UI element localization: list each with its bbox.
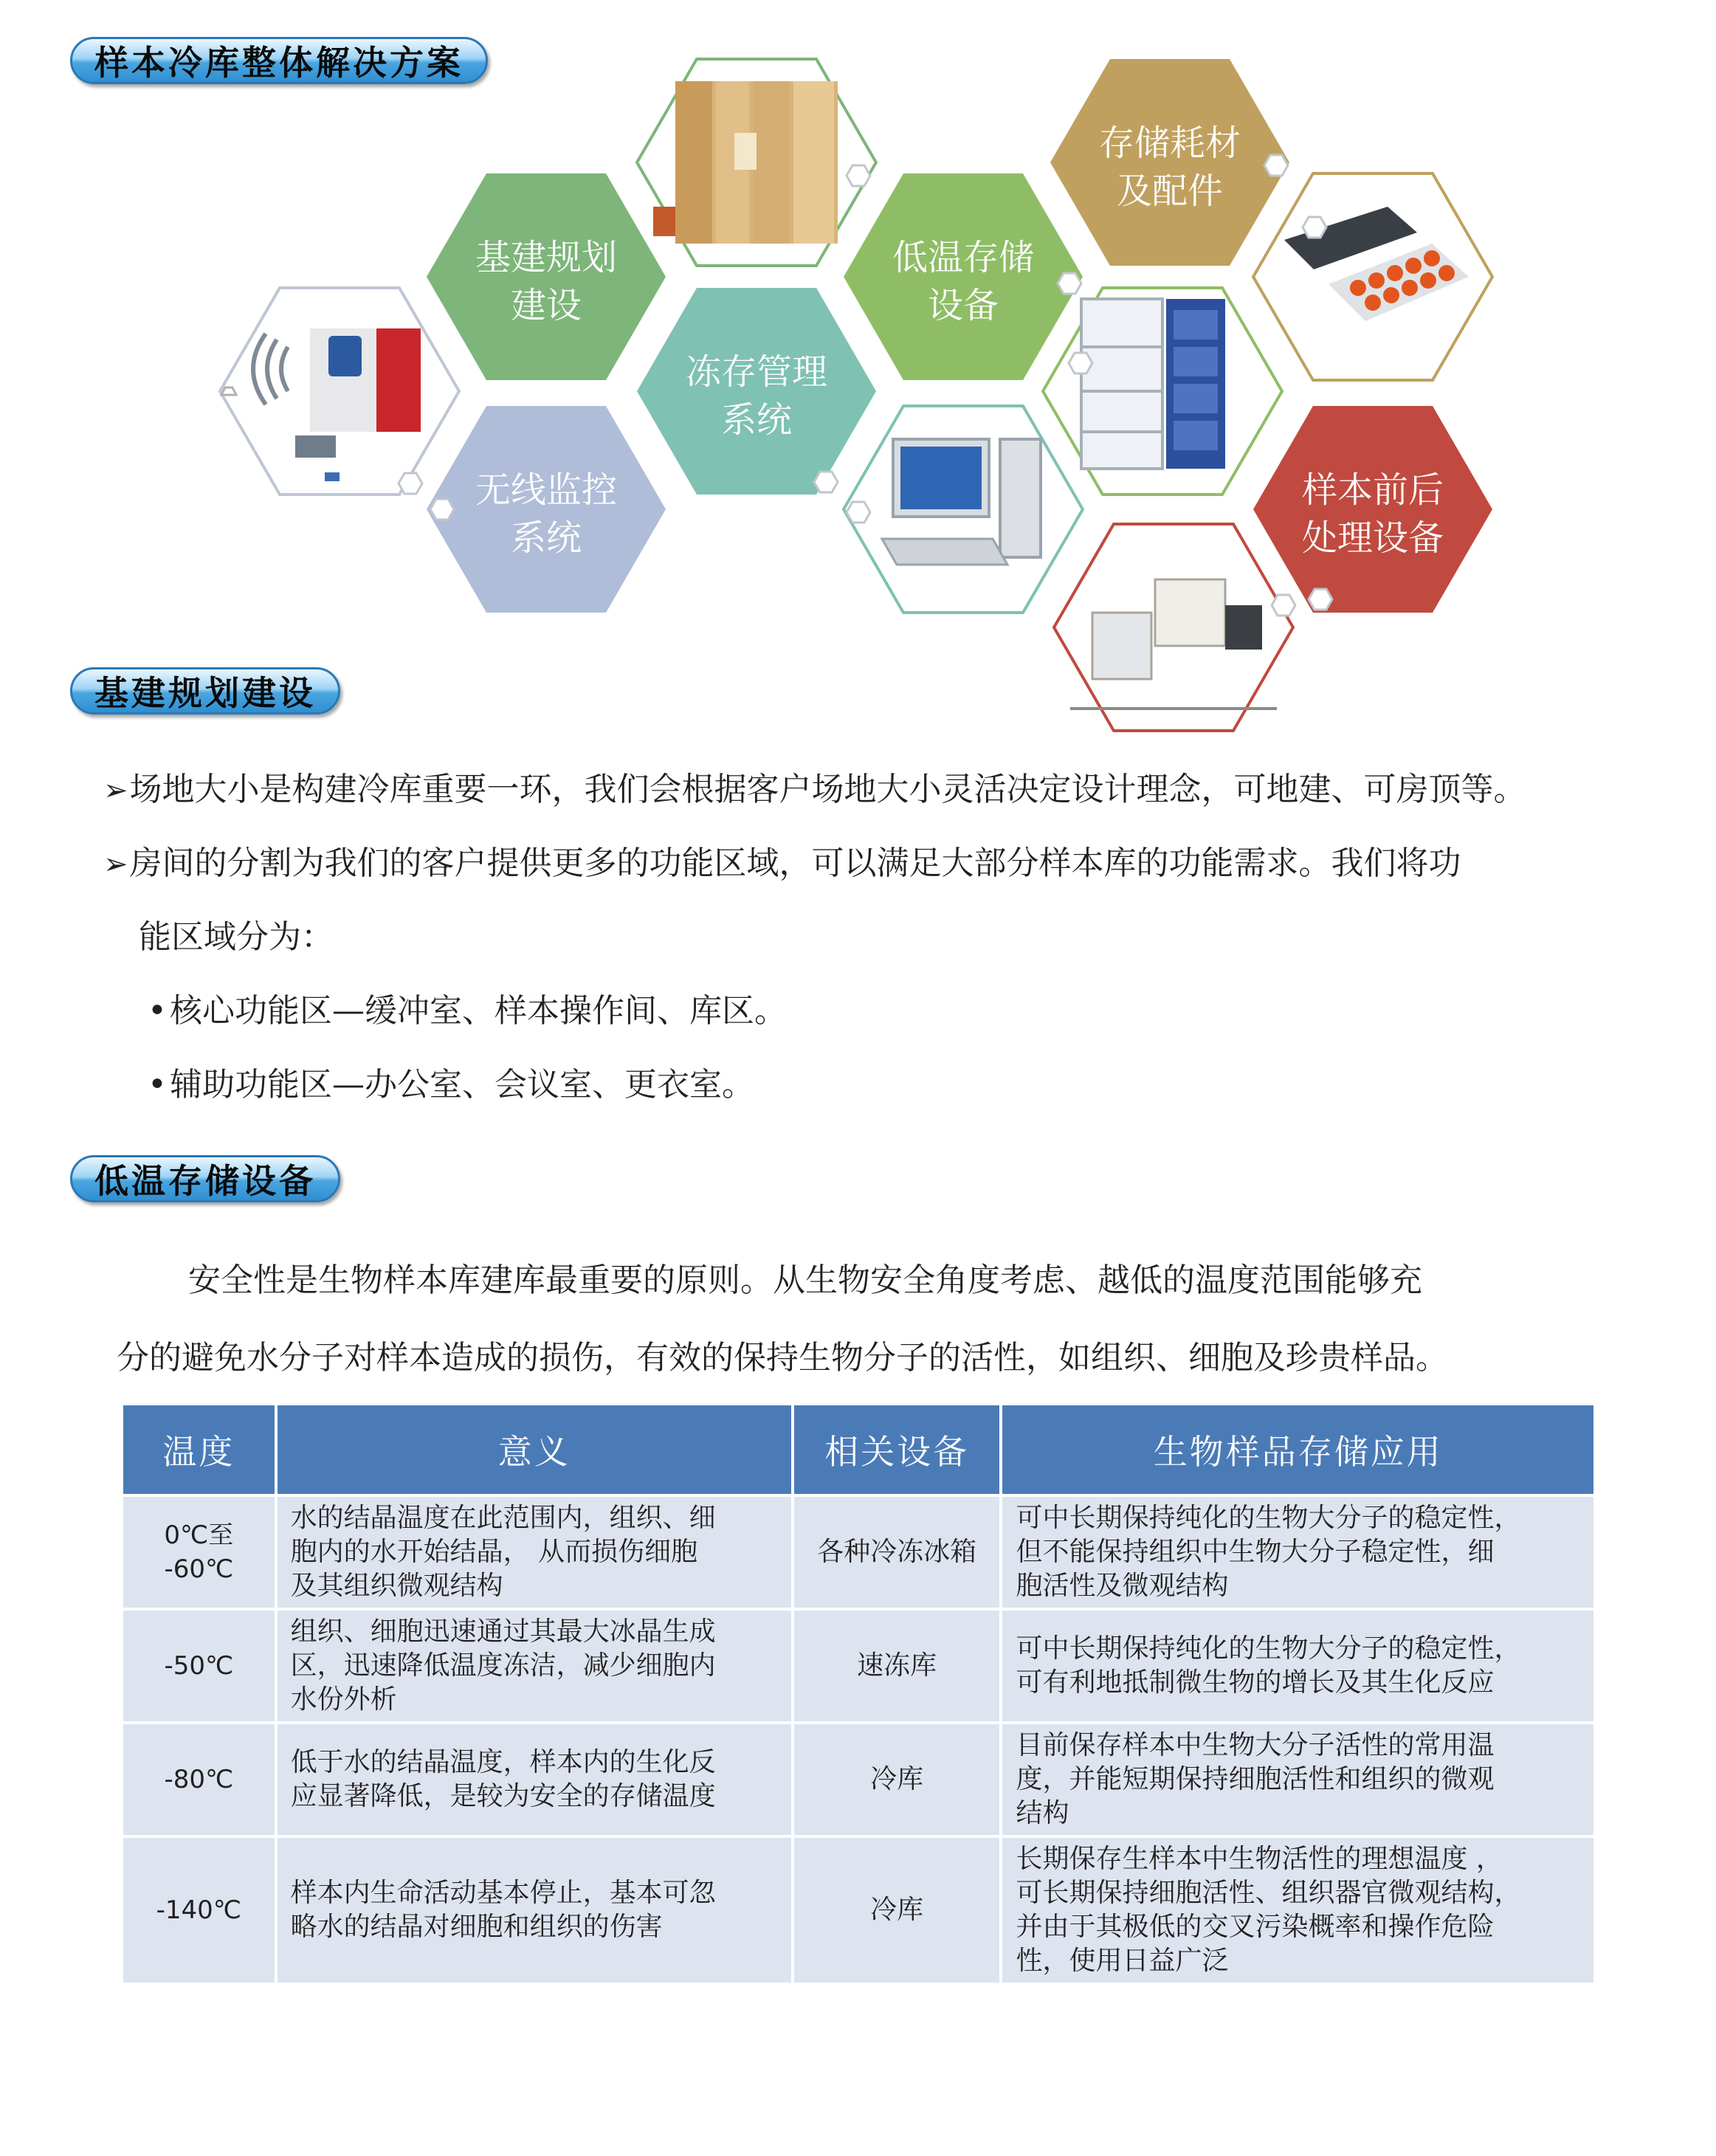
consumables-photo-hex <box>1253 173 1492 380</box>
temperature-cell <box>123 1497 275 1608</box>
meaning-line: 区，迅速降低温度冻洁，减少细胞内 <box>290 1650 716 1681</box>
construction-sub-item-1 <box>148 989 787 1033</box>
intro-text: 分的避免水分子对样本造成的损伤，有效的保持生物分子的活性，如组织、细胞及珍贵样品。 <box>117 1339 1448 1377</box>
application-line: 度，并能短期保持细胞活性和组织的微观 <box>1016 1764 1495 1794</box>
application-line: 胞活性及微观结构 <box>1016 1571 1229 1601</box>
application-cell <box>1002 1497 1593 1608</box>
temperature-cell <box>123 1724 275 1835</box>
section-title-text: 低温存储设备 <box>94 1161 316 1201</box>
application-line: 可有利地抵制微生物的增长及其生化反应 <box>1016 1667 1495 1698</box>
table-row <box>123 1724 1593 1835</box>
hex-label-line1: 低温存储 <box>892 237 1035 278</box>
construction-bullet-2-cont <box>139 915 334 960</box>
application-line: 可中长期保持纯化的生物大分子的稳定性， <box>1016 1503 1521 1533</box>
intro-text: 安全性是生物样本库建库最重要的原则。从生物安全角度考虑、越低的温度范围能够充 <box>188 1261 1422 1299</box>
hex-construction <box>427 173 666 380</box>
bullet-text: 场地大小是构建冷库重要一环，我们会根据客户场地大小灵活决定设计理念，可地建、可房顶等。 <box>129 771 1526 808</box>
hex-label-line1: 冻存管理 <box>685 351 828 393</box>
meaning-cell <box>278 1838 791 1983</box>
header-temperature: 温度 <box>123 1405 275 1494</box>
temperature-cell <box>123 1611 275 1721</box>
hex-label-line1: 样本前后 <box>1301 469 1444 511</box>
construction-bullet-1 <box>103 768 1526 813</box>
hex-label-line1: 基建规划 <box>475 237 618 278</box>
table-row <box>123 1497 1593 1608</box>
hex-label-line2: 系统 <box>510 517 582 559</box>
cold-room-photo-hex <box>637 59 876 266</box>
hex-label-line1: 存储耗材 <box>1098 123 1241 164</box>
hex-label-line2: 处理设备 <box>1301 517 1444 559</box>
hex-sample-processing <box>1253 406 1492 613</box>
freezer-photo-hex <box>1043 288 1282 495</box>
hex-label-line2: 系统 <box>720 399 793 441</box>
table-row <box>123 1611 1593 1721</box>
hex-low-temp-storage <box>844 173 1083 380</box>
application-line: 目前保存样本中生物大分子活性的常用温 <box>1016 1730 1495 1760</box>
application-line: 长期保存生样本中生物活性的理想温度 ， <box>1016 1844 1503 1874</box>
temp-line: -140℃ <box>156 1895 241 1925</box>
application-line: 可长期保持细胞活性、组织器官微观结构， <box>1016 1878 1521 1908</box>
temp-line: -60℃ <box>164 1554 234 1584</box>
arrow-bullet-icon: ➢ <box>103 847 128 881</box>
hex-label-line2: 建设 <box>510 285 582 326</box>
solution-hexagon-diagram <box>0 52 1716 738</box>
application-line: 结构 <box>1016 1798 1069 1828</box>
header-application: 生物样品存储应用 <box>1002 1405 1593 1494</box>
hex-wireless-monitoring <box>427 406 666 613</box>
equipment-cell: 速冻库 <box>794 1611 1000 1721</box>
application-line: 可中长期保持纯化的生物大分子的稳定性， <box>1016 1633 1521 1664</box>
arrow-bullet-icon: ➢ <box>103 774 128 807</box>
section-title-text: 样本冷库整体解决方案 <box>94 43 464 83</box>
meaning-line: 略水的结晶对细胞和组织的伤害 <box>290 1912 663 1942</box>
hex-label-line2: 及配件 <box>1116 171 1224 212</box>
sub-item-text: 核心功能区—缓冲室、样本操作间、库区。 <box>170 992 787 1030</box>
section-title-construction <box>70 667 340 714</box>
section-title-storage <box>70 1155 340 1202</box>
equipment-cell: 冷库 <box>794 1724 1000 1835</box>
temp-line: 0℃至 <box>164 1520 234 1550</box>
application-line: 性，使用日益广泛 <box>1016 1946 1229 1976</box>
meaning-line: 应显著降低，是较为安全的存储温度 <box>290 1781 716 1811</box>
bullet-text: 能区域分为： <box>139 918 334 956</box>
meaning-line: 胞内的水开始结晶， 从而损伤细胞 <box>290 1537 698 1567</box>
dot-bullet-icon: • <box>148 1066 167 1103</box>
header-equipment: 相关设备 <box>794 1405 1000 1494</box>
hex-label-line1: 无线监控 <box>475 469 618 511</box>
section-title-text: 基建规划建设 <box>94 673 316 713</box>
equipment-cell: 冷库 <box>794 1838 1000 1983</box>
application-line: 并由于其极低的交叉污染概率和操作危险 <box>1016 1912 1495 1942</box>
construction-sub-item-2 <box>148 1063 754 1107</box>
wireless-monitor-photo-hex <box>220 288 459 495</box>
temperature-cell <box>123 1838 275 1983</box>
meaning-line: 组织、细胞迅速通过其最大冰晶生成 <box>290 1616 716 1647</box>
meaning-cell <box>278 1724 791 1835</box>
hex-consumables <box>1050 59 1289 266</box>
application-cell <box>1002 1724 1593 1835</box>
lab-equipment-photo-hex <box>1054 524 1293 731</box>
hex-freezer-management <box>637 288 876 495</box>
application-cell <box>1002 1838 1593 1983</box>
storage-intro-line-2 <box>117 1336 1448 1380</box>
temp-line: -50℃ <box>164 1651 234 1681</box>
meaning-cell <box>278 1611 791 1721</box>
sub-item-text: 辅助功能区—办公室、会议室、更衣室。 <box>170 1066 754 1103</box>
table-row <box>123 1838 1593 1983</box>
meaning-line: 样本内生命活动基本停止，基本可忽 <box>290 1878 716 1908</box>
application-line: 但不能保持组织中生物大分子稳定性，细 <box>1016 1537 1495 1567</box>
meaning-line: 水份外析 <box>290 1684 397 1715</box>
meaning-cell <box>278 1497 791 1608</box>
temp-line: -80℃ <box>164 1765 234 1794</box>
equipment-cell: 各种冷冻冰箱 <box>794 1497 1000 1608</box>
application-cell <box>1002 1611 1593 1721</box>
temperature-table <box>120 1402 1596 1985</box>
meaning-line: 水的结晶温度在此范围内，组织、细 <box>290 1503 716 1533</box>
table-header-row <box>123 1405 1593 1494</box>
header-meaning: 意义 <box>278 1405 791 1494</box>
construction-bullet-2 <box>103 841 1461 886</box>
storage-intro-line-1 <box>188 1258 1422 1303</box>
hex-label-line2: 设备 <box>927 285 999 326</box>
computer-photo-hex <box>844 406 1083 613</box>
meaning-line: 及其组织微观结构 <box>290 1571 503 1601</box>
dot-bullet-icon: • <box>148 992 167 1030</box>
bullet-text: 房间的分割为我们的客户提供更多的功能区域，可以满足大部分样本库的功能需求。我们将功 <box>129 844 1461 882</box>
meaning-line: 低于水的结晶温度，样本内的生化反 <box>290 1747 716 1777</box>
